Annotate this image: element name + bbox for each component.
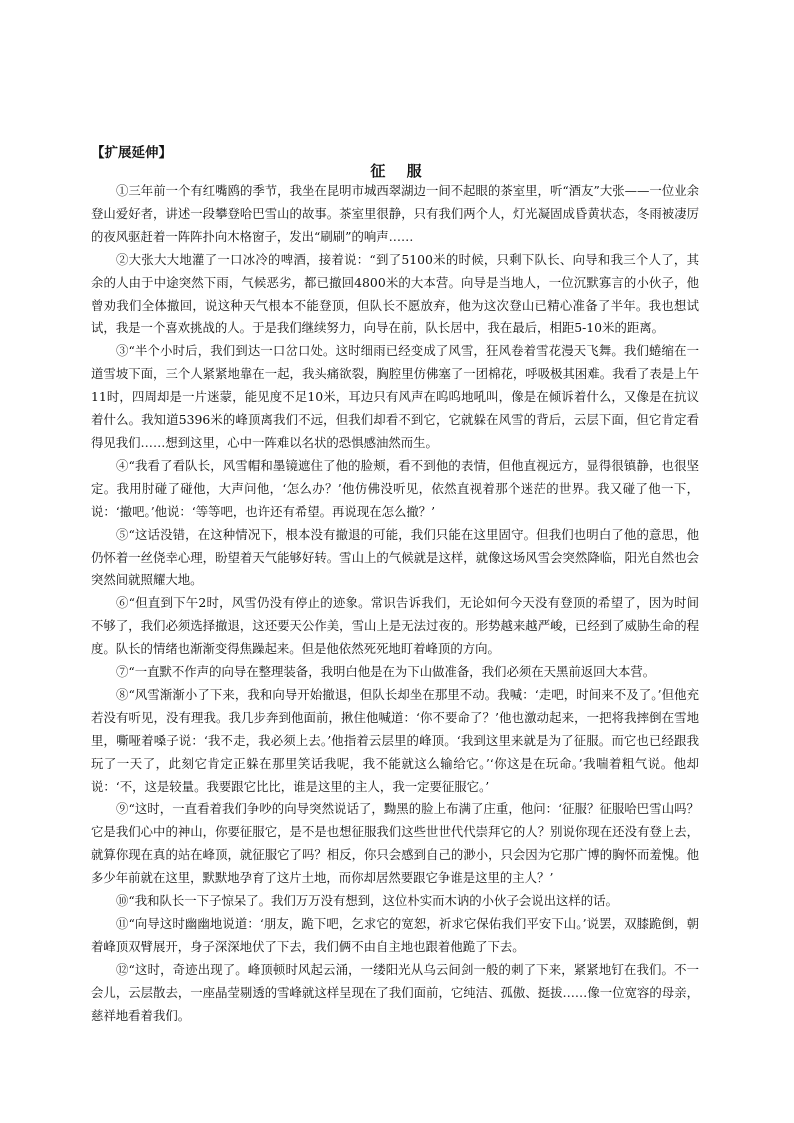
paragraph: ⑩“我和队长一下子惊呆了。我们万万没有想到，这位朴实而木讷的小伙子会说出这样的话。	[116, 893, 618, 909]
section-label: 【扩展延伸】	[91, 145, 172, 161]
paragraph: ②大张大大地灌了一口冰冷的啤酒，接着说：“到了5100米的时候，只剩下队长、向导和我三个人了，其余的人由于中途突然下雨，气候恶劣，都已撤回4800米的大本营。向导是当地人，一位沉默寡言的小伙子，他曾劝我们全体撤回，说这种天气根本不能登顶，但队长不愿放弃，他为这次登山已精心准备了半年。我也想试试，我是一个喜欢挑战的人。于是我们继续努力，向导在前，队长居中，我在最后，相距5-10米的距离。	[91, 251, 699, 336]
paragraph: ⑧“风雪渐渐小了下来，我和向导开始撤退，但队长却坐在那里不动。我喊：‘走吧，时间来不及了。’但他充若没有听见，没有理我。我几步奔到他面前，揪住他喊道：‘你不要命了？’他也激动起来，一把将我摔倒在雪地里，嘶哑着嗓子说：‘我不走，我必须上去。’他指着云层里的峰顶。‘我到这里来就是为了征服。而它也已经跟我玩了一天了，此刻它肯定正躲在那里笑话我呢，我不能就这么输给它。’‘你这是在玩命。’我喘着粗气说。他却说：‘不，这是较量。我要跟它比比，谁是这里的主人，我一定要征服它。’	[91, 686, 699, 794]
article-title: 征 服	[370, 162, 430, 180]
paragraph: ⑦“一直默不作声的向导在整理装备，我明白他是在为下山做准备，我们必须在天黑前返回大本营。	[116, 664, 656, 680]
paragraph: ③“半个小时后，我们到达一口岔口处。这时细雨已经变成了风雪，狂风卷着雪花漫天飞舞。我们蜷缩在一道雪坡下面，三个人紧紧地靠在一起，我头痛欲裂，胸腔里仿佛塞了一团棉花，呼吸极其困难。我看了表是上午11时，四周却是一片迷蒙，能见度不足10米，耳边只有风声在呜呜地吼叫，像是在倾诉着什么，又像是在抗议着什么。我知道5396米的峰顶离我们不远，但我们却看不到它，它就躲在风雪的背后，云层下面，但它肯定看得见我们……想到这里，心中一阵难以名状的恐惧感油然而生。	[91, 343, 699, 450]
paragraph: ⑨“这时，一直看着我们争吵的向导突然说话了，黝黑的脸上布满了庄重，他问：‘征服？征服哈巴雪山吗？它是我们心中的神山，你要征服它，是不是也想征服我们这些世世代代崇拜它的人？别说你现在还没有登上去，就算你现在真的站在峰顶，就征服它了吗？相反，你只会感到自己的渺小，只会因为它那广博的胸怀而羞愧。他多少年前就在这里，默默地孕育了这片土地，而你却居然要跟它争谁是这里的主人？’	[91, 801, 699, 886]
article-body	[91, 180, 699, 1028]
paragraph: ①三年前一个有红嘴鸥的季节，我坐在昆明市城西翠湖边一间不起眼的茶室里，听“酒友”大张——一位业余登山爱好者，讲述一段攀登哈巴雪山的故事。茶室里很静，只有我们两个人，灯光凝固成昏黄状态，冬雨被凄厉的夜风驱赶着一阵阵扑向木格窗子，发出“刷刷”的响声……	[91, 183, 699, 244]
paragraph: ⑤“这话没错，在这种情况下，根本没有撤退的可能，我们只能在这里固守。但我们也明白了他的意思，他仍怀着一丝侥幸心理，盼望着天气能够好转。雪山上的气候就是这样，就像这场风雪会突然降临，阳光自然也会突然间就照耀大地。	[91, 526, 699, 588]
paragraph: ⑥“但直到下午2时，风雪仍没有停止的迹象。常识告诉我们，无论如何今天没有登顶的希望了，因为时间不够了，我们必须选择撤退，这还要天公作美，雪山上是无法过夜的。形势越来越严峻，已经到了威胁生命的程度。队长的情绪也渐渐变得焦躁起来。但是他依然死死地盯着峰顶的方向。	[91, 595, 699, 657]
paragraph: ⑫“这时，奇迹出现了。峰顶顿时风起云涌，一缕阳光从乌云间剑一般的刺了下来，紧紧地钉在我们。不一会儿，云层散去，一座晶莹剔透的雪峰就这样呈现在了我们面前，它纯洁、孤傲、挺拔……像一位宽容的母亲，慈祥地看着我们。	[91, 961, 699, 1023]
paragraph: ⑪“向导这时幽幽地说道：‘朋友，跪下吧，乞求它的宽恕，祈求它保佑我们平安下山。’说罢，双膝跪倒，朝着峰顶双臂展开，身子深深地伏了下去，我们俩不由自主地也跟着他跪了下去。	[91, 916, 699, 954]
paragraph: ④“我看了看队长，风雪帽和墨镜遮住了他的脸颊，看不到他的表情，但他直视远方，显得很镇静，也很坚定。我用肘碰了碰他，大声问他，‘怎么办？’他仿佛没听见，依然直视着那个迷茫的世界。我又碰了他一下，说：‘撤吧。’他说：‘等等吧，也许还有希望。再说现在怎么撤？’	[91, 457, 699, 519]
